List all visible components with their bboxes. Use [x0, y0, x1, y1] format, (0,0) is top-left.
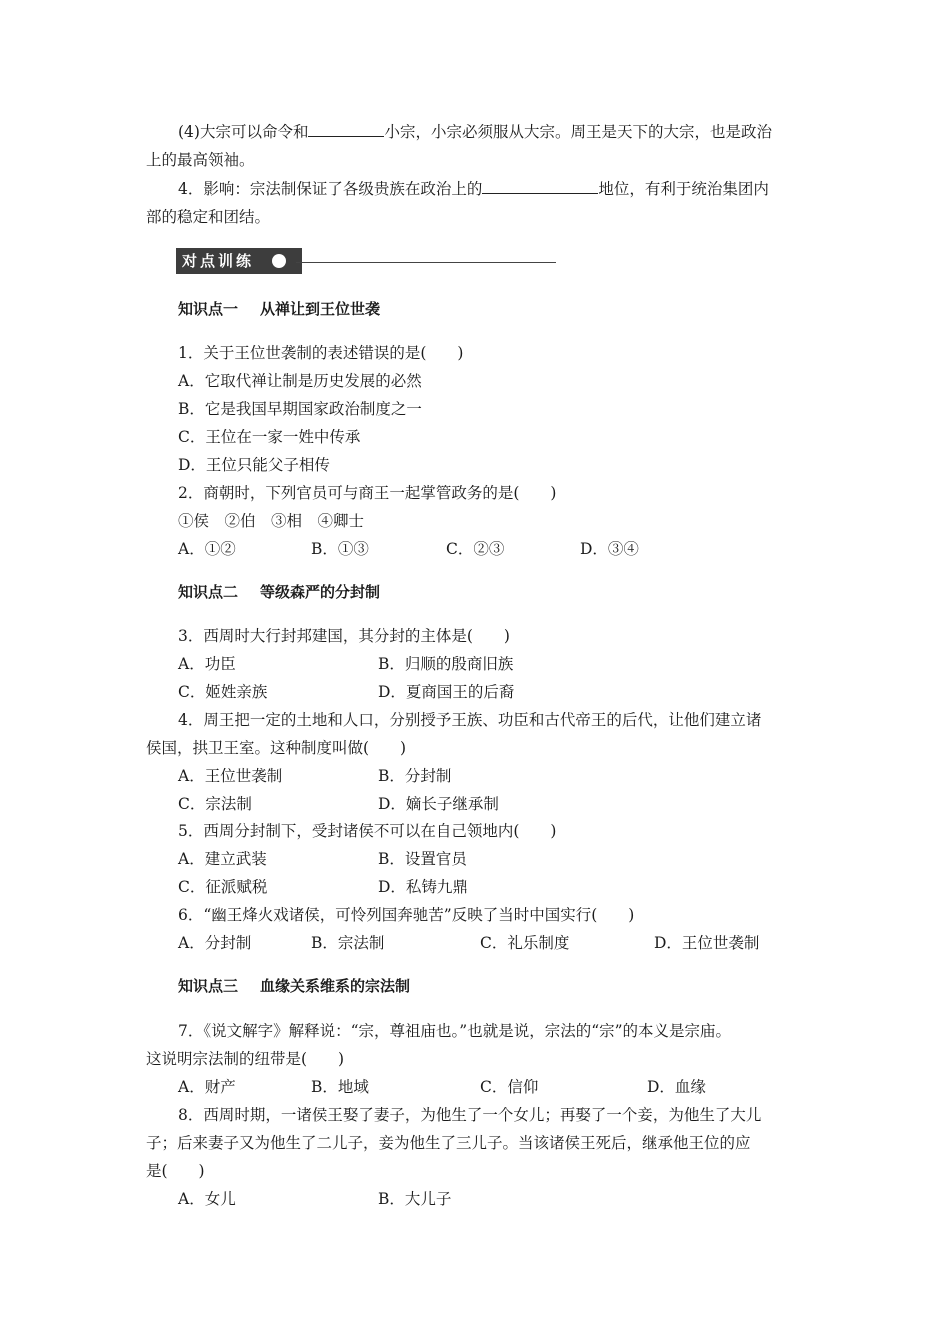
banner-label: 对点训练 [182, 252, 255, 270]
intro-line-3 [178, 175, 769, 203]
banner-rule [296, 262, 556, 263]
question-4-option-a[interactable]: A．王位世袭制 [178, 767, 283, 785]
question-4-stem-line-1: 4．周王把一定的土地和人口，分别授予王族、功臣和古代帝王的后代，让他们建立诸 [178, 711, 762, 729]
question-7-option-b[interactable]: B．地域 [311, 1078, 369, 1096]
intro-line-4: 部的稳定和团结。 [146, 208, 271, 226]
question-3-option-a[interactable]: A．功臣 [178, 655, 236, 673]
question-2-option-d[interactable]: D．③④ [580, 540, 639, 558]
question-8-option-a[interactable]: A．女儿 [178, 1190, 236, 1208]
question-8-stem-line-1: 8．西周时期，一诸侯王娶了妻子，为他生了一个女儿；再娶了一个妾，为他生了大儿 [178, 1106, 762, 1124]
intro-text: 地位，有利于统治集团内 [598, 180, 769, 198]
question-2-items: ①侯 ②伯 ③相 ④卿士 [178, 512, 365, 530]
question-7-stem-line-1: 7．《说文解字》解释说：“宗，尊祖庙也。”也就是说，宗法的“宗”的本义是宗庙。 [178, 1022, 732, 1040]
section-heading-1 [178, 298, 380, 319]
question-6-option-b[interactable]: B．宗法制 [311, 934, 385, 952]
question-7-option-d[interactable]: D．血缘 [647, 1078, 706, 1096]
question-1-option-a[interactable]: A．它取代禅让制是历史发展的必然 [178, 372, 422, 390]
question-6-stem: 6．“幽王烽火戏诸侯，可怜列国奔驰苦”反映了当时中国实行( ) [178, 906, 635, 924]
intro-line-2: 上的最高领袖。 [146, 151, 255, 169]
question-1-stem: 1．关于王位世袭制的表述错误的是( ) [178, 344, 464, 362]
question-1-option-c[interactable]: C．王位在一家一姓中传承 [178, 428, 361, 446]
question-2-option-c[interactable]: C．②③ [446, 540, 505, 558]
section-heading-3 [178, 975, 410, 996]
question-4-stem-line-2: 侯国，拱卫王室。这种制度叫做( ) [146, 739, 407, 757]
question-4-option-d[interactable]: D．嫡长子继承制 [378, 795, 499, 813]
question-3-option-c[interactable]: C．姬姓亲族 [178, 683, 268, 701]
question-5-stem: 5．西周分封制下，受封诸侯不可以在自己领地内( ) [178, 822, 557, 840]
heading-title: 血缘关系维系的宗法制 [260, 977, 411, 995]
fill-blank [308, 118, 384, 137]
question-4-option-b[interactable]: B．分封制 [378, 767, 452, 785]
question-3-stem: 3．西周时大行封邦建国，其分封的主体是( ) [178, 627, 510, 645]
question-3-option-d[interactable]: D．夏商国王的后裔 [378, 683, 515, 701]
question-2-option-b[interactable]: B．①③ [311, 540, 369, 558]
intro-text: 小宗，小宗必须服从大宗。周王是天下的大宗，也是政治 [384, 123, 772, 141]
heading-title: 从禅让到王位世袭 [260, 300, 381, 318]
question-4-option-c[interactable]: C．宗法制 [178, 795, 252, 813]
question-2-option-a[interactable]: A．①② [178, 540, 236, 558]
question-1-option-b[interactable]: B．它是我国早期国家政治制度之一 [178, 400, 422, 418]
question-6-option-d[interactable]: D．王位世袭制 [654, 934, 760, 952]
question-1-option-d[interactable]: D．王位只能父子相传 [178, 456, 330, 474]
question-8-option-b[interactable]: B．大儿子 [378, 1190, 452, 1208]
section-heading-2 [178, 581, 380, 602]
question-8-stem-line-2: 子；后来妻子又为他生了二儿子，妾为他生了三儿子。当该诸侯王死后，继承他王位的应 [146, 1134, 751, 1152]
heading-label: 知识点三 [178, 977, 239, 995]
question-7-stem-line-2: 这说明宗法制的纽带是( ) [146, 1050, 345, 1068]
question-2-stem: 2．商朝时，下列官员可与商王一起掌管政务的是( ) [178, 484, 557, 502]
intro-text: (4)大宗可以命令和 [178, 123, 309, 141]
question-5-option-a[interactable]: A．建立武装 [178, 850, 267, 868]
heading-label: 知识点二 [178, 583, 239, 601]
question-8-stem-line-3: 是( ) [146, 1162, 205, 1180]
fill-blank [482, 175, 598, 194]
question-6-option-c[interactable]: C．礼乐制度 [480, 934, 570, 952]
question-5-option-b[interactable]: B．设置官员 [378, 850, 467, 868]
question-6-option-a[interactable]: A．分封制 [178, 934, 252, 952]
question-5-option-d[interactable]: D．私铸九鼎 [378, 878, 468, 896]
question-7-option-c[interactable]: C．信仰 [480, 1078, 539, 1096]
bullet-dot-icon [272, 254, 286, 268]
heading-label: 知识点一 [178, 300, 239, 318]
heading-title: 等级森严的分封制 [260, 583, 381, 601]
intro-text: 4．影响：宗法制保证了各级贵族在政治上的 [178, 180, 483, 198]
intro-line-1 [178, 118, 772, 146]
question-5-option-c[interactable]: C．征派赋税 [178, 878, 268, 896]
question-3-option-b[interactable]: B．归顺的殷商旧族 [378, 655, 514, 673]
question-7-option-a[interactable]: A．财产 [178, 1078, 236, 1096]
